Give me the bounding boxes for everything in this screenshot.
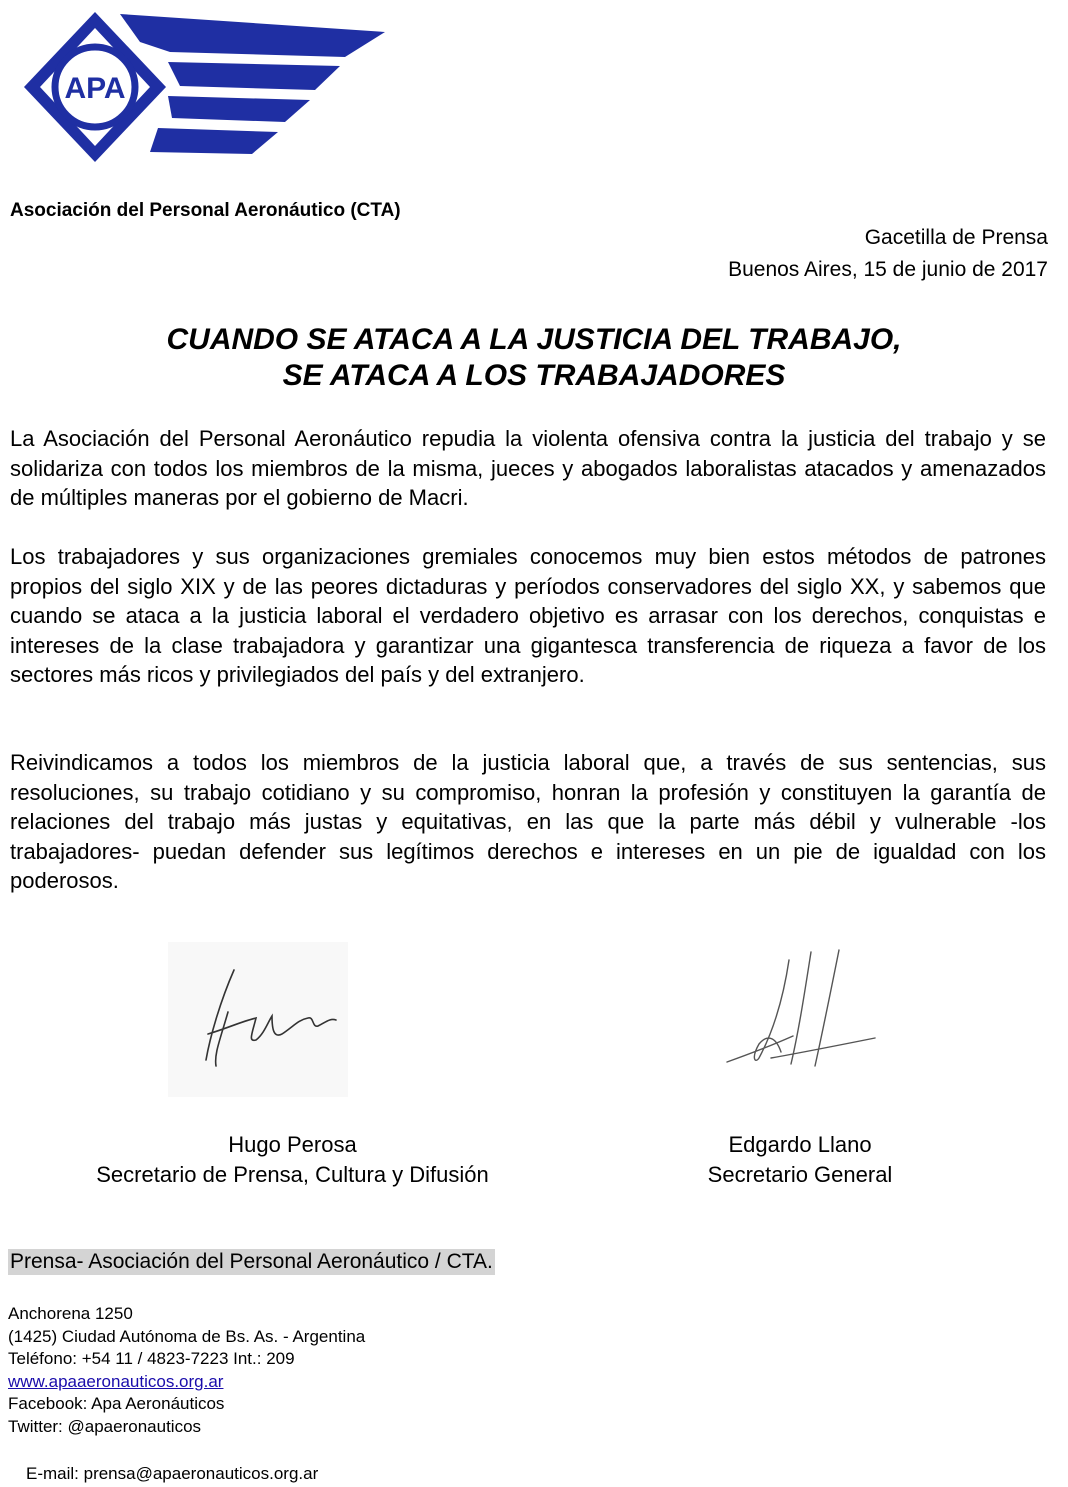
svg-text:APA: APA	[64, 72, 126, 105]
title-line-2: SE ATACA A LOS TRABAJADORES	[282, 359, 786, 392]
signature-right	[715, 940, 880, 1080]
document-type: Gacetilla de Prensa	[864, 226, 1048, 249]
address: Anchorena 1250	[8, 1304, 133, 1323]
body-paragraph-2: Los trabajadores y sus organizaciones gremiales conocemos muy bien estos métodos de patrones propios del siglo XIX y de las peores dictaduras y períodos conservadores del siglo XX, y sabemos que cuando se ataca a la justicia laboral el verdadero objetivo es arrasar con los derechos, conquistas e intereses de la clase trabajadora y garantizar una gigantesca transferencia de riqueza a favor de los sectores más ricos y privilegiados del país y del extranjero.	[10, 544, 1046, 687]
website-link[interactable]: www.apaaeronauticos.org.ar	[8, 1371, 224, 1391]
email: E-mail: prensa@apaeronauticos.org.ar	[26, 1464, 319, 1483]
phone: Teléfono: +54 11 / 4823-7223 Int.: 209	[8, 1349, 295, 1368]
signature-left	[168, 942, 348, 1097]
contact-block	[8, 1303, 365, 1438]
signer-right-name: Edgardo Llano	[728, 1132, 872, 1157]
apa-logo	[20, 12, 390, 162]
signature-left-drawing	[168, 942, 348, 1097]
title-line-1: CUANDO SE ATACA A LA JUSTICIA DEL TRABAJO,	[166, 323, 902, 356]
press-line: Prensa- Asociación del Personal Aeronáutico / CTA.	[10, 1250, 493, 1273]
signer-left	[40, 1130, 545, 1190]
signer-right-role: Secretario General	[707, 1162, 893, 1187]
date-line: Buenos Aires, 15 de junio de 2017	[728, 258, 1048, 281]
city: (1425) Ciudad Autónoma de Bs. As. - Argentina	[8, 1326, 366, 1346]
page-title	[0, 322, 1068, 394]
body-paragraph-1: La Asociación del Personal Aeronáutico repudia la violenta ofensiva contra la justicia del trabajo y se solidariza con todos los miembros de la misma, jueces y abogados laboralistas atacados y amenazados de múltiples maneras por el gobierno de Macri.	[10, 426, 1046, 510]
signer-left-role: Secretario de Prensa, Cultura y Difusión	[96, 1162, 489, 1187]
signer-right	[660, 1130, 940, 1190]
facebook: Facebook: Apa Aeronáuticos	[8, 1394, 225, 1413]
body-paragraph-3: Reivindicamos a todos los miembros de la justicia laboral que, a través de sus sentencias, sus resoluciones, su trabajo cotidiano y su compromiso, honran la profesión y constituyen la garantía de relaciones del trabajo más justas y equitativas, en las que la parte más débil y vulnerable -los trabajadores- puedan defender sus legítimos derechos e intereses en un pie de igualdad con los poderosos.	[10, 750, 1046, 893]
signer-left-name: Hugo Perosa	[228, 1132, 357, 1157]
signature-right-drawing	[715, 940, 880, 1080]
twitter: Twitter: @apaeronauticos	[8, 1416, 202, 1436]
organization-name: Asociación del Personal Aeronáutico (CTA)	[10, 200, 401, 221]
